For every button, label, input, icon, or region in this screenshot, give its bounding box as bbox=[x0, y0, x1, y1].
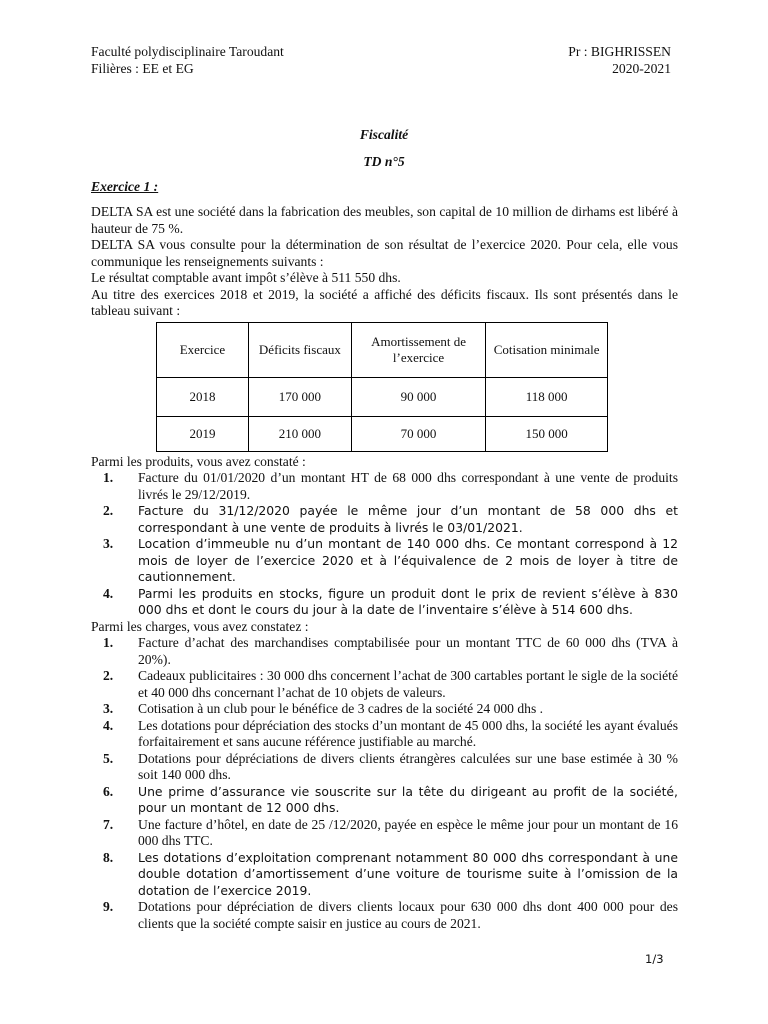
list-item bbox=[91, 784, 678, 817]
charges-list bbox=[91, 635, 678, 932]
table-cell: 70 000 bbox=[351, 416, 485, 451]
table-cell: 2018 bbox=[157, 377, 249, 416]
list-item-number: 5. bbox=[103, 750, 114, 766]
list-item-number: 4. bbox=[103, 585, 114, 601]
list-item-number: 6. bbox=[103, 783, 114, 799]
header-author bbox=[553, 44, 671, 78]
list-item-text: Une prime d’assurance vie souscrite sur la tête du dirigeant au profit de la société, pour un montant de 12 000 dhs. bbox=[138, 783, 678, 815]
list-item-text: Parmi les produits en stocks, figure un produit dont le prix de revient s’élève à 830 000 dhs et dont le cours du jour à la date de l’inventaire s’élève à 514 600 dhs. bbox=[138, 585, 678, 617]
list-item bbox=[91, 701, 678, 718]
header-professor: Pr : BIGHRISSEN bbox=[568, 44, 671, 59]
list-item-text: Les dotations pour dépréciation des stocks d’un montant de 45 000 dhs, la société les ayant évalués forfaitairement et sans aucune référence justifiable au marché. bbox=[138, 717, 678, 749]
charges-heading: Parmi les charges, vous avez constatez : bbox=[91, 618, 309, 634]
table-header-cell: Amortissement de l’exercice bbox=[351, 322, 485, 377]
list-item bbox=[91, 586, 678, 619]
list-item-number: 7. bbox=[103, 816, 114, 832]
table-header-cell: Cotisation minimale bbox=[486, 322, 608, 377]
table-cell: 150 000 bbox=[486, 416, 608, 451]
list-item-number: 8. bbox=[103, 849, 114, 865]
list-item-text: Une facture d’hôtel, en date de 25 /12/2020, payée en espèce le même jour pour un montant de 16 000 dhs TTC. bbox=[138, 816, 678, 848]
list-item bbox=[91, 668, 678, 701]
list-item-number: 4. bbox=[103, 717, 114, 733]
document-title: Fiscalité bbox=[359, 127, 409, 142]
list-item-text: Facture du 01/01/2020 d’un montant HT de 68 000 dhs correspondant à une vente de produits livrés le 29/12/2019. bbox=[138, 470, 678, 502]
list-item-number: 3. bbox=[103, 536, 114, 551]
list-item bbox=[91, 850, 678, 900]
header-institution bbox=[91, 44, 284, 78]
list-item bbox=[91, 751, 678, 784]
list-item-number: 2. bbox=[103, 503, 114, 518]
intro-paragraph-4: Au titre des exercices 2018 et 2019, la société a affiché des déficits fiscaux. Ils sont présentés dans le tableau suivant : bbox=[91, 286, 678, 318]
header-fields: Filières : EE et EG bbox=[91, 61, 194, 76]
list-item-number: 1. bbox=[103, 635, 114, 650]
header-year: 2020-2021 bbox=[612, 61, 671, 76]
list-item-text: Les dotations d’exploitation comprenant notamment 80 000 dhs correspondant à une double dotation d’amortissement d’une voiture de tourisme suite à l’omission de la dotation de l’exercice 2019. bbox=[138, 849, 678, 898]
table-cell: 210 000 bbox=[248, 416, 351, 451]
list-item-text: Dotations pour dépréciation de divers clients locaux pour 630 000 dhs dont 400 000 pour des clients que la société compte saisir en justice au cours de 2021. bbox=[138, 899, 678, 931]
list-item bbox=[91, 503, 678, 536]
list-item-text: Location d’immeuble nu d’un montant de 140 000 dhs. Ce montant correspond à 12 mois de loyer de l’exercice 2020 et à l’équivalence de 2 mois de loyer à titre de cautionnement. bbox=[138, 536, 678, 584]
page-number: 1/3 bbox=[645, 952, 664, 966]
document-subtitle: TD n°5 bbox=[363, 154, 405, 169]
produits-heading: Parmi les produits, vous avez constaté : bbox=[91, 453, 306, 469]
intro-paragraph-3: Le résultat comptable avant impôt s’élève à 511 550 dhs. bbox=[91, 270, 401, 285]
list-item bbox=[91, 718, 678, 751]
intro-paragraph-2: DELTA SA vous consulte pour la détermination de son résultat de l’exercice 2020. Pour cela, elle vous communique les renseignements suivants : bbox=[91, 237, 678, 269]
header-faculty: Faculté polydisciplinaire Taroudant bbox=[91, 44, 284, 59]
produits-list bbox=[91, 470, 678, 619]
list-item-text: Cotisation à un club pour le bénéfice de 3 cadres de la société 24 000 dhs . bbox=[138, 701, 544, 716]
table-header-row bbox=[157, 322, 608, 377]
list-item-text: Facture du 31/12/2020 payée le même jour d’un montant de 58 000 dhs et correspondant à une vente de produits à livrés le 03/01/2021. bbox=[138, 503, 678, 535]
list-item-number: 9. bbox=[103, 899, 114, 914]
deficits-table bbox=[156, 322, 608, 452]
exercise-body bbox=[91, 204, 678, 932]
table-cell: 170 000 bbox=[248, 377, 351, 416]
list-item-number: 3. bbox=[103, 701, 114, 716]
list-item bbox=[91, 536, 678, 586]
table-row bbox=[157, 416, 608, 451]
list-item-text: Dotations pour dépréciations de divers clients étrangères calculées sur une base estimée à 30 % soit 140 000 dhs. bbox=[138, 750, 678, 782]
list-item-text: Cadeaux publicitaires : 30 000 dhs concernent l’achat de 300 cartables portant le sigle de la société et 40 000 dhs concernant l’achat de 10 objets de valeurs. bbox=[138, 668, 678, 700]
intro-paragraph-1: DELTA SA est une société dans la fabrication des meubles, son capital de 10 million de dirhams est libéré à hauteur de 75 %. bbox=[91, 204, 678, 236]
list-item bbox=[91, 899, 678, 932]
list-item bbox=[91, 635, 678, 668]
list-item bbox=[91, 817, 678, 850]
list-item-number: 2. bbox=[103, 668, 114, 683]
table-cell: 118 000 bbox=[486, 377, 608, 416]
list-item bbox=[91, 470, 678, 503]
table-row bbox=[157, 377, 608, 416]
list-item-text: Facture d’achat des marchandises comptabilisée pour un montant TTC de 60 000 dhs (TVA à 20%). bbox=[138, 635, 678, 667]
table-header-cell: Déficits fiscaux bbox=[248, 322, 351, 377]
table-cell: 2019 bbox=[157, 416, 249, 451]
list-item-number: 1. bbox=[103, 470, 114, 485]
table-header-cell: Exercice bbox=[157, 322, 249, 377]
exercise-title: Exercice 1 : bbox=[91, 179, 159, 194]
table-cell: 90 000 bbox=[351, 377, 485, 416]
